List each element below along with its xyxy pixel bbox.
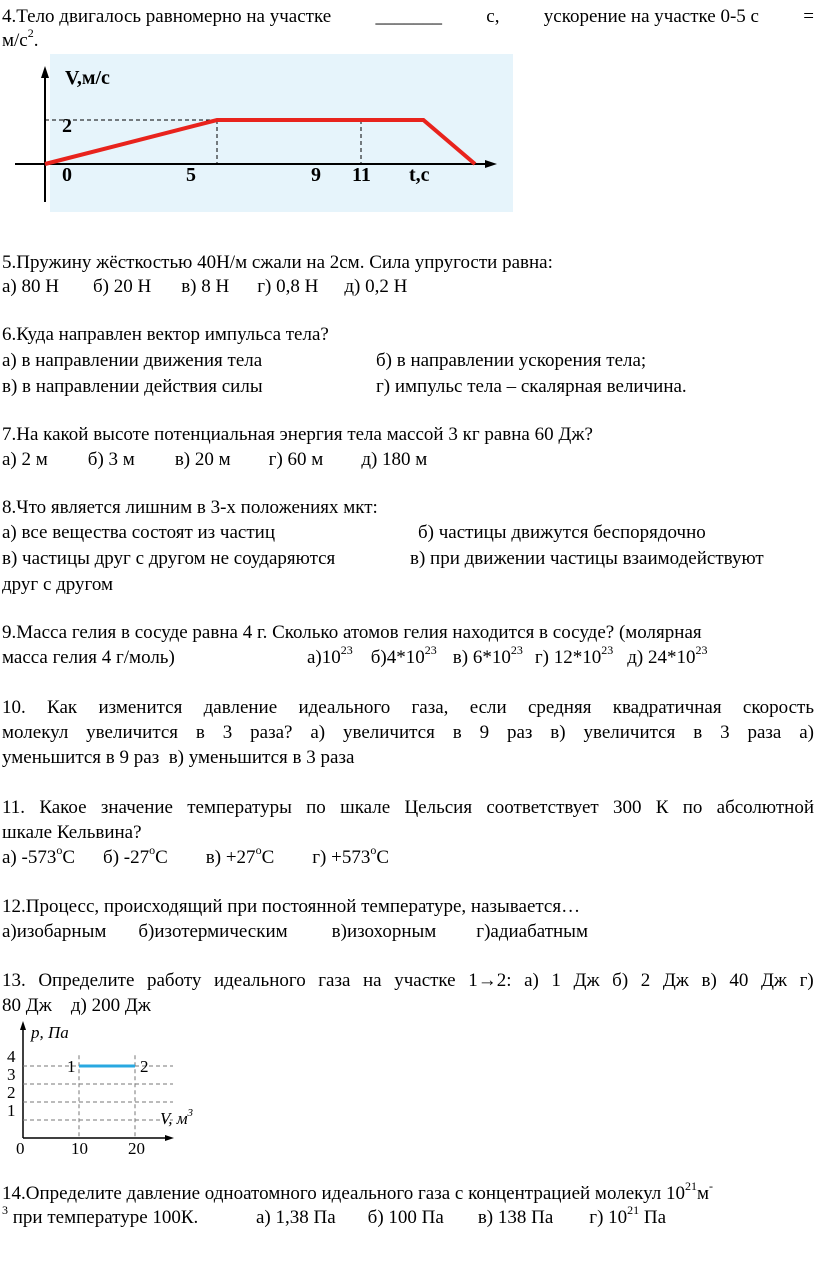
q10-w: идеального (298, 697, 391, 718)
q12-options (2, 921, 588, 943)
q4-text-b: с, (486, 6, 500, 27)
q9-line2 (2, 647, 175, 669)
q10-w: газа, (411, 697, 449, 718)
q11-c-deg: о (255, 843, 262, 857)
q14-options (256, 1203, 667, 1229)
q13-w: 1→2: (468, 970, 512, 991)
q10-w: увеличится (86, 722, 179, 743)
q11-option-a (2, 843, 76, 868)
velocity-graph-background (50, 54, 513, 212)
q14-option-d-sup: 21 (627, 1203, 640, 1217)
q9-option-d-text: г) 12*10 (534, 647, 602, 668)
q11-w: 300 (612, 797, 642, 818)
p-tick-2: 2 (7, 1083, 16, 1102)
q7-option-a: а) 2 м (2, 449, 48, 470)
q10-w: раз (506, 722, 533, 743)
p-axis-label: p, Па (31, 1023, 69, 1042)
point-2-label: 2 (140, 1057, 149, 1076)
v-tick-0: 0 (16, 1139, 25, 1155)
q12-option-a: а)изобарным (2, 921, 107, 942)
point-1-label: 1 (67, 1057, 76, 1076)
v-axis-label: V,м/с (65, 67, 110, 89)
q4-text-c: ускорение на участке 0-5 с (543, 6, 759, 27)
q7-option-b: б) 3 м (87, 449, 135, 470)
q5-option-e: д) 0,2 Н (344, 276, 408, 297)
q11-a-unit: С (62, 847, 76, 868)
q13-w: работу (146, 970, 202, 991)
v-axis-pv-label-text: V, м (160, 1109, 188, 1128)
q9-option-e-text: д) 24*10 (627, 647, 696, 668)
q11-w: 11. (2, 797, 26, 818)
v-axis-arrow (41, 66, 49, 78)
t-tick-5: 5 (186, 164, 196, 186)
q11-b-text: б) -27 (103, 847, 150, 868)
q10-w: а) (310, 722, 326, 743)
q14-line2 (2, 1203, 199, 1229)
q14-option-c: в) 138 Па (477, 1207, 554, 1228)
q4-unit: м/с (2, 30, 28, 51)
q11-d-unit: С (376, 847, 390, 868)
q14-option-a: а) 1,38 Па (256, 1207, 336, 1228)
q11-c-text: в) +27 (205, 847, 256, 868)
q11-c-unit: С (261, 847, 275, 868)
q11-line1 (2, 797, 814, 819)
q9-options (307, 643, 708, 669)
v-axis-pv-label-sup: 3 (187, 1107, 194, 1119)
q13-w: г) (799, 970, 814, 991)
q8-option-b: б) частицы движутся беспорядочно (418, 522, 706, 543)
q4-blank: _______ (375, 6, 442, 27)
q9-option-e-exp: 23 (695, 643, 708, 657)
q9-option-b-text: б)4*10 (370, 647, 425, 668)
q11-w: Какое (39, 797, 87, 818)
q9-option-d-exp: 23 (601, 643, 614, 657)
q5-options (2, 276, 407, 298)
q13-w: газа (318, 970, 351, 991)
q10-w: 3 (222, 722, 233, 743)
q11-w: соответствует (486, 797, 599, 818)
q13-w: а) (524, 970, 539, 991)
q10-w: а) (799, 722, 814, 743)
q14-option-d (589, 1203, 667, 1228)
q14-sup1: 21 (684, 1179, 697, 1193)
q11-line2: шкале Кельвина? (2, 822, 142, 843)
q9-option-a-text: а)10 (307, 647, 341, 668)
q13-w: Дж (760, 970, 788, 991)
q10-w: молекул (2, 722, 69, 743)
q11-w: К (655, 797, 669, 818)
q13-w: 2 (640, 970, 651, 991)
q14-option-b: б) 100 Па (367, 1207, 444, 1228)
q10-w: если (469, 697, 507, 718)
q10-line3: уменьшится в 9 раз в) уменьшится в 3 раза (2, 747, 355, 768)
q11-w: абсолютной (716, 797, 814, 818)
q11-option-c (205, 843, 275, 868)
q13-w: 1 (551, 970, 561, 991)
q10-w: 9 (479, 722, 490, 743)
q8-option-c: в) частицы друг с другом не соударяются (2, 548, 336, 569)
q10-line1 (2, 697, 814, 719)
q12-option-b: б)изотермическим (138, 921, 288, 942)
q5-option-d: г) 0,8 Н (257, 276, 319, 297)
p-tick-4: 4 (7, 1047, 16, 1066)
q7-question: 7.На какой высоте потенциальная энергия тела массой 3 кг равна 60 Дж? (2, 424, 593, 445)
q13-line2: 80 Дж д) 200 Дж (2, 995, 151, 1016)
q9-option-b-exp: 23 (424, 643, 437, 657)
q10-w: 10. (2, 697, 26, 718)
q9-question-cont: масса гелия 4 г/моль) (2, 647, 175, 668)
q11-w: по (306, 797, 326, 818)
q7-option-c: в) 20 м (174, 449, 231, 470)
q10-w: Как (47, 697, 78, 718)
q11-option-b (103, 843, 168, 868)
v-axis-pv-arrow (165, 1135, 174, 1141)
q11-option-d (312, 843, 390, 868)
q14-line1 (2, 1179, 714, 1205)
q8-option-d: в) при движении частицы взаимодействуют (410, 548, 764, 569)
q13-w: Дж (662, 970, 689, 991)
q9-option-c (452, 643, 523, 668)
q13-w: Дж (573, 970, 600, 991)
q8-option-a: а) все вещества состоят из частиц (2, 522, 275, 543)
q6-option-a: а) в направлении движения тела (2, 350, 263, 371)
q10-w: средняя (528, 697, 592, 718)
p-tick-3: 3 (7, 1065, 16, 1084)
q13-w: участке (394, 970, 456, 991)
q10-w: увеличится (583, 722, 676, 743)
q14-line2-text: при температуре 100К. (8, 1207, 199, 1228)
q10-w: скорость (742, 697, 814, 718)
q5-option-b: б) 20 Н (92, 276, 152, 297)
q14-text-a: 14.Определите давление одноатомного идеального газа с концентрацией молекул 10 (2, 1183, 685, 1204)
q10-w: увеличится (342, 722, 435, 743)
q9-option-a-exp: 23 (340, 643, 353, 657)
q5-option-c: в) 8 Н (181, 276, 230, 297)
t-tick-9: 9 (311, 164, 321, 186)
q14-option-d-end: Па (639, 1207, 667, 1228)
q10-w: раза? (250, 722, 293, 743)
q11-d-text: г) +573 (312, 847, 371, 868)
q11-d-deg: о (370, 843, 377, 857)
q6-question: 6.Куда направлен вектор импульса тела? (2, 324, 329, 345)
q11-a-deg: о (56, 843, 63, 857)
t-tick-11: 11 (352, 164, 371, 186)
q13-w: в) (701, 970, 717, 991)
pv-graph (0, 1020, 230, 1155)
q5-question: 5.Пружину жёсткостью 40Н/м сжали на 2см. Сила упругости равна: (2, 252, 553, 273)
q11-w: температуры (187, 797, 292, 818)
q10-w: в (195, 722, 205, 743)
q9-question: 9.Масса гелия в сосуде равна 4 г. Сколько атомов гелия находится в сосуде? (молярная (2, 622, 702, 643)
q4-unit-end: . (33, 30, 39, 51)
q8-option-d-cont: друг с другом (2, 574, 114, 595)
q9-option-d (534, 643, 614, 668)
q5-option-a: а) 80 Н (2, 276, 59, 297)
q6-option-c: в) в направлении действия силы (2, 376, 263, 397)
pv-grid (23, 1055, 173, 1138)
q10-w: в) (550, 722, 566, 743)
q10-w: в (452, 722, 462, 743)
q14-option-d-text: г) 10 (589, 1207, 628, 1228)
v-tick-20: 20 (128, 1139, 145, 1155)
q11-w: Цельсия (404, 797, 473, 818)
p-axis-arrow (20, 1021, 26, 1030)
q4-unit-sup: 2 (27, 26, 34, 40)
q13-w: б) (612, 970, 629, 991)
q7-option-e: д) 180 м (361, 449, 428, 470)
q9-option-b (370, 643, 437, 668)
p-tick-1: 1 (7, 1101, 16, 1120)
q13-w: 13. (2, 970, 26, 991)
t-tick-0: 0 (62, 164, 72, 186)
q9-option-c-text: в) 6*10 (452, 647, 511, 668)
q13-w: идеального (213, 970, 306, 991)
q4-line1 (2, 6, 814, 28)
t-axis-label: t,c (409, 164, 430, 186)
q10-w: изменится (98, 697, 183, 718)
q12-option-c: в)изохорным (331, 921, 437, 942)
q13-w: 40 (729, 970, 749, 991)
v-tick-2: 2 (62, 115, 72, 137)
q11-w: значение (100, 797, 173, 818)
q10-line2 (2, 722, 814, 744)
q10-w: давление (203, 697, 278, 718)
velocity-graph (0, 54, 520, 216)
q13-w: Определите (38, 970, 135, 991)
q10-w: квадратичная (612, 697, 722, 718)
q12-option-d: г)адиабатным (476, 921, 588, 942)
q14-line2-sup: 3 (2, 1203, 8, 1217)
q6-option-d: г) импульс тела – скалярная величина. (376, 376, 687, 397)
q9-option-e (627, 643, 708, 668)
q10-w: раза (747, 722, 782, 743)
q9-option-c-exp: 23 (510, 643, 523, 657)
v-tick-10: 10 (71, 1139, 88, 1155)
q10-w: 3 (720, 722, 730, 743)
q4-line2 (2, 26, 39, 52)
v-axis-pv-label (160, 1107, 194, 1128)
q7-option-d: г) 60 м (268, 449, 324, 470)
q4-text-a: 4.Тело двигалось равномерно на участке (2, 6, 332, 27)
q14-text-b: м (696, 1183, 710, 1204)
q11-b-deg: о (149, 843, 156, 857)
q11-options (2, 843, 390, 869)
q11-a-text: а) -573 (2, 847, 57, 868)
q11-b-unit: С (155, 847, 168, 868)
q14-sup2: - (709, 1179, 714, 1193)
q8-question: 8.Что является лишним в 3-х положениях мкт: (2, 497, 378, 518)
q13-line1 (2, 970, 814, 992)
q9-option-a (307, 643, 353, 668)
q13-w: на (363, 970, 382, 991)
q4-text-d: = (803, 6, 814, 27)
q6-option-b: б) в направлении ускорения тела; (376, 350, 647, 371)
q7-options (2, 449, 427, 471)
q12-question: 12.Процесс, происходящий при постоянной температуре, называется… (2, 896, 581, 917)
q11-w: шкале (340, 797, 391, 818)
q10-w: в (693, 722, 703, 743)
q11-w: по (682, 797, 703, 818)
